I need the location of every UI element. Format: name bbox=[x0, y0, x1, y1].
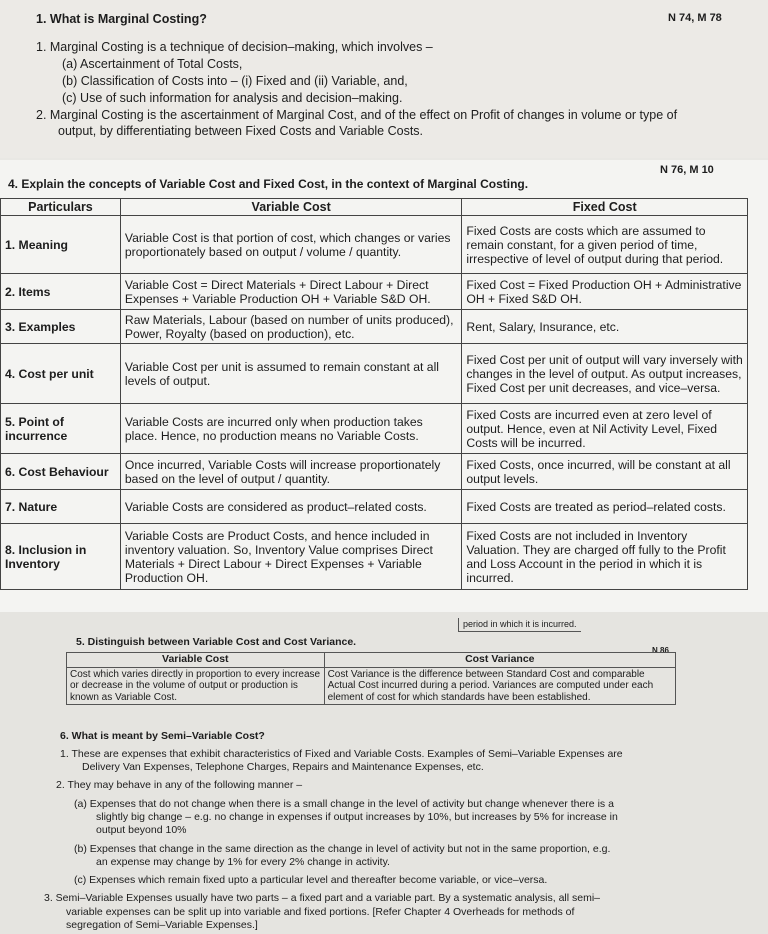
row-particular: 3. Examples bbox=[1, 310, 121, 344]
row-variable-cost: Variable Cost is that portion of cost, which changes or varies proportionately based on output / volume / quantity. bbox=[120, 216, 461, 274]
q1-ref: N 74, M 78 bbox=[668, 12, 722, 24]
header-particulars: Particulars bbox=[1, 199, 121, 216]
table-row bbox=[1, 216, 748, 274]
row-variable-cost: Raw Materials, Labour (based on number of units produced), Power, Royalty (based on production), etc. bbox=[120, 310, 461, 344]
row-particular: 5. Point of incurrence bbox=[1, 404, 121, 454]
header-fixed-cost: Fixed Cost bbox=[462, 199, 748, 216]
row-variable-cost: Variable Cost per unit is assumed to remain constant at all levels of output. bbox=[120, 344, 461, 404]
row-fixed-cost: Fixed Cost per unit of output will vary inversely with changes in the level of output. As output increases, Fixed Cost per unit decreases, and vice–versa. bbox=[462, 344, 748, 404]
table-row bbox=[1, 490, 748, 524]
variable-cost-variance-table bbox=[66, 652, 676, 705]
q6-p2a3: output beyond 10% bbox=[96, 824, 187, 836]
q1-p2b: output, by differentiating between Fixed Costs and Variable Costs. bbox=[58, 124, 424, 138]
q5-ref: N 86 bbox=[652, 646, 669, 655]
row-fixed-cost: Fixed Costs are incurred even at zero level of output. Hence, even at Nil Activity Level, Fixed Costs will be incurred. bbox=[462, 404, 748, 454]
q1-p2a: 2. Marginal Costing is the ascertainment of Marginal Cost, and of the effect on Profit of changes in volume or type of bbox=[36, 108, 678, 122]
row-particular: 4. Cost per unit bbox=[1, 344, 121, 404]
fragment-text: period in which it is incurred. bbox=[458, 618, 581, 632]
q5-title: 5. Distinguish between Variable Cost and Cost Variance. bbox=[76, 636, 357, 648]
row-fixed-cost: Rent, Salary, Insurance, etc. bbox=[462, 310, 748, 344]
q6-p2a2: slightly big change – e.g. no change in expenses if output increases by 10%, but increases by 5% for increase in bbox=[96, 811, 618, 823]
row-variable-cost: Once incurred, Variable Costs will increase proportionately based on the level of output / quantity. bbox=[120, 454, 461, 490]
row-variable-cost: Variable Costs are considered as product–related costs. bbox=[120, 490, 461, 524]
row-particular: 1. Meaning bbox=[1, 216, 121, 274]
q6-p2a1: (a) Expenses that do not change when there is a small change in the level of activity but change whenever there is a bbox=[74, 798, 614, 810]
row-fixed-cost: Fixed Costs are not included in Inventory Valuation. They are charged off fully to the Profit and Loss Account in the period in which it is incurred. bbox=[462, 524, 748, 590]
q6-p2b2: an expense may change by 1% for every 2% change in activity. bbox=[96, 856, 390, 868]
q1-p1c: (c) Use of such information for analysis and decision–making. bbox=[62, 91, 403, 105]
header-variable-cost: Variable Cost bbox=[120, 199, 461, 216]
row-fixed-cost: Fixed Costs, once incurred, will be constant at all output levels. bbox=[462, 454, 748, 490]
row-fixed-cost: Fixed Cost = Fixed Production OH + Administrative OH + Fixed S&D OH. bbox=[462, 274, 748, 310]
q6-title: 6. What is meant by Semi–Variable Cost? bbox=[60, 730, 265, 742]
q6-p1a: 1. These are expenses that exhibit characteristics of Fixed and Variable Costs. Examples of Semi–Variable Expenses are bbox=[60, 748, 623, 760]
table-row bbox=[1, 404, 748, 454]
table-row bbox=[1, 454, 748, 490]
row-particular: 6. Cost Behaviour bbox=[1, 454, 121, 490]
q1-title: 1. What is Marginal Costing? bbox=[36, 12, 207, 26]
row-particular: 2. Items bbox=[1, 274, 121, 310]
variable-cost-definition: Cost which varies directly in proportion to every increase or decrease in the volume of output or production is known as Variable Cost. bbox=[67, 667, 325, 705]
row-variable-cost: Variable Costs are Product Costs, and hence included in inventory valuation. So, Inventory Value comprises Direct Materials + Direct Labour + Direct Expenses + Variable Production OH. bbox=[120, 524, 461, 590]
table-row bbox=[1, 310, 748, 344]
row-variable-cost: Variable Cost = Direct Materials + Direct Labour + Direct Expenses + Variable Production OH + Variable S&D OH. bbox=[120, 274, 461, 310]
q6-p3a: 3. Semi–Variable Expenses usually have two parts – a fixed part and a variable part. By a systematic analysis, all semi– bbox=[44, 892, 600, 904]
row-fixed-cost: Fixed Costs are treated as period–related costs. bbox=[462, 490, 748, 524]
q1-p1: 1. Marginal Costing is a technique of decision–making, which involves – bbox=[36, 40, 433, 54]
table-row bbox=[1, 524, 748, 590]
q6-p3b: variable expenses can be split up into variable and fixed portions. [Refer Chapter 4 Overheads for methods of bbox=[66, 906, 575, 918]
q1-p1a: (a) Ascertainment of Total Costs, bbox=[62, 57, 243, 71]
header-cost-variance: Cost Variance bbox=[324, 653, 675, 668]
q6-p3c: segregation of Semi–Variable Expenses.] bbox=[66, 919, 258, 931]
row-particular: 7. Nature bbox=[1, 490, 121, 524]
q6-p2: 2. They may behave in any of the following manner – bbox=[56, 779, 303, 791]
row-fixed-cost: Fixed Costs are costs which are assumed to remain constant, for a given period of time, irrespective of level of output during that period. bbox=[462, 216, 748, 274]
table-header-row bbox=[1, 199, 748, 216]
variable-fixed-cost-table bbox=[0, 198, 748, 590]
cost-variance-definition: Cost Variance is the difference between Standard Cost and comparable Actual Cost incurred during a period. Variances are computed under each element of cost for which standards have been established. bbox=[324, 667, 675, 705]
header-variable-cost: Variable Cost bbox=[67, 653, 325, 668]
q1-p1b: (b) Classification of Costs into – (i) Fixed and (ii) Variable, and, bbox=[62, 74, 408, 88]
table-row bbox=[1, 274, 748, 310]
q4-title: 4. Explain the concepts of Variable Cost and Fixed Cost, in the context of Marginal Costing. bbox=[8, 177, 529, 191]
row-particular: 8. Inclusion in Inventory bbox=[1, 524, 121, 590]
table-header-row bbox=[67, 653, 676, 668]
row-variable-cost: Variable Costs are incurred only when production takes place. Hence, no production means no Variable Costs. bbox=[120, 404, 461, 454]
q4-ref: N 76, M 10 bbox=[660, 164, 714, 176]
q6-p2b1: (b) Expenses that change in the same direction as the change in level of activity but not in the same proportion, e.g. bbox=[74, 843, 611, 855]
q6-p1b: Delivery Van Expenses, Telephone Charges, Repairs and Maintenance Expenses, etc. bbox=[82, 761, 484, 773]
table-row bbox=[1, 344, 748, 404]
table-row bbox=[67, 667, 676, 705]
q6-p2c: (c) Expenses which remain fixed upto a particular level and thereafter become variable, or vice–versa. bbox=[74, 874, 548, 886]
